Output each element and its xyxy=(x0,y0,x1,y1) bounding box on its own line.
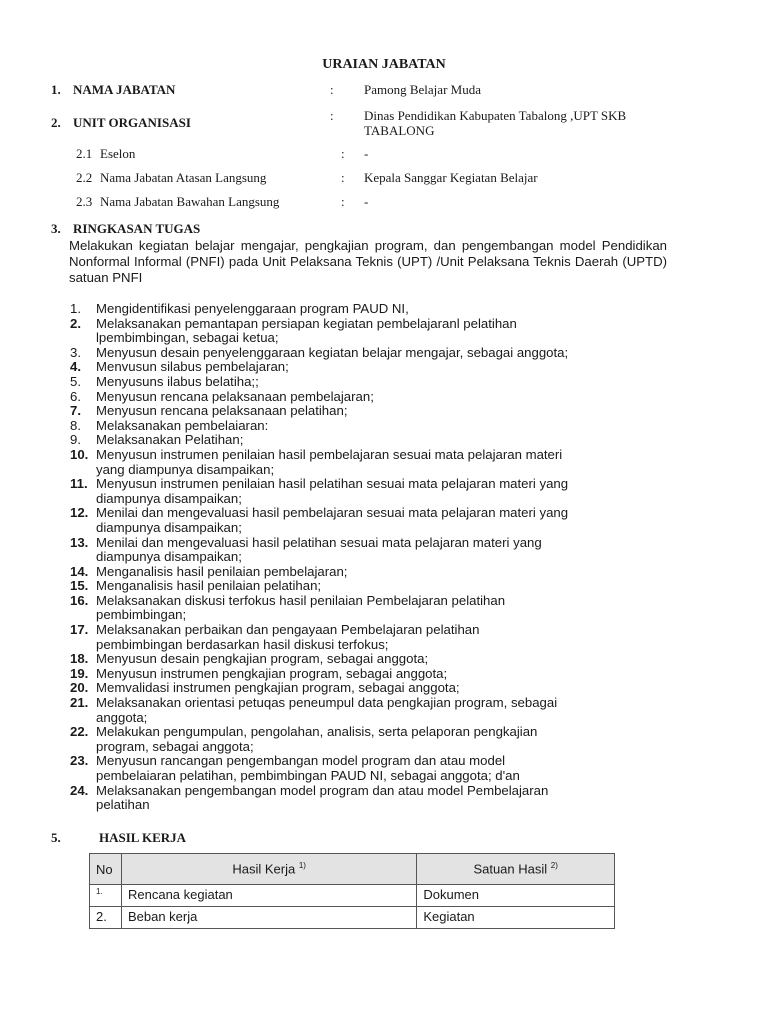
list-item-text: Menilai dan mengevaluasi hasil pelatihan sesuai mata pelajaran materi yang diampunya disampaikan; xyxy=(96,534,542,565)
list-item xyxy=(70,317,670,346)
list-item-text: Menyusun rancangan pengembangan model program dan atau model pembelaiaran pelatihan, pembimbingan PAUD NI, sebagai anggota; d'an xyxy=(96,753,520,783)
colon: : xyxy=(330,108,334,123)
list-item xyxy=(70,681,670,696)
field-label-atasan: Nama Jabatan Atasan Langsung xyxy=(100,170,267,185)
list-item xyxy=(70,477,670,506)
list-item-number: 21. xyxy=(70,695,89,711)
list-item xyxy=(70,579,670,594)
field-label-nama-jabatan: NAMA JABATAN xyxy=(73,82,176,97)
list-item xyxy=(70,652,670,667)
list-item-text: Menvusun silabus pembelajaran; xyxy=(96,359,289,375)
list-item xyxy=(70,696,670,725)
list-item-number: 17. xyxy=(70,622,89,638)
list-item-text: Menilai dan mengevaluasi hasil pembelajaran sesuai mata pelajaran materi yang diampunya disampaikan; xyxy=(96,505,569,535)
list-item xyxy=(70,390,670,405)
list-item-text: Mengidentifikasi penyelenggaraan program PAUD NI, xyxy=(96,301,409,316)
colon: : xyxy=(341,170,345,185)
colon: : xyxy=(341,146,345,161)
colon: : xyxy=(341,194,345,209)
list-item-text: Menganalisis hasil penilaian pelatihan; xyxy=(96,578,322,594)
list-item-number: 15. xyxy=(70,578,89,594)
list-item-number: 14. xyxy=(70,563,89,579)
field-value-unit-organisasi: Dinas Pendidikan Kabupaten Tabalong ,UPT SKB TABALONG xyxy=(364,108,627,138)
list-item xyxy=(70,375,670,390)
page-title: URAIAN JABATAN xyxy=(322,57,446,72)
table-row xyxy=(90,885,615,907)
list-item-number: 20. xyxy=(70,680,89,696)
list-item-number: 11. xyxy=(70,476,88,492)
list-item-text: Melaksanakan pengembangan model program dan atau model Pembelajaran pelatihan xyxy=(96,782,549,813)
section-heading-ringkasan: RINGKASAN TUGAS xyxy=(73,221,201,236)
task-list xyxy=(70,302,670,813)
cell-satuan: Dokumen xyxy=(417,885,615,907)
list-item xyxy=(70,536,670,565)
list-item-text: Melakukan pengumpulan, pengolahan, analisis, serta pelaporan pengkajian program, sebagai anggota; xyxy=(96,724,538,754)
list-item-text: Menyusun desain pengkajian program, sebagai anggota; xyxy=(96,651,429,667)
list-item-number: 8. xyxy=(70,417,81,433)
list-item-number: 18. xyxy=(70,651,89,667)
list-item-number: 13. xyxy=(70,534,89,550)
colon: : xyxy=(330,82,334,97)
cell-no: 1. xyxy=(90,885,122,907)
list-item-number: 12. xyxy=(70,505,89,521)
header-no: No xyxy=(90,854,122,885)
list-item-number: 6. xyxy=(70,388,81,404)
list-item-number: 10. xyxy=(70,446,89,462)
list-item-text: Menyusun instrumen penilaian hasil pembelajaran sesuai mata pelajaran materi yang diampunya disampaikan; xyxy=(96,446,563,477)
list-item xyxy=(70,506,670,535)
summary-paragraph: Melakukan kegiatan belajar mengajar, pengkajian program, dan pengembangan model Pendidikan Nonformal Informal (PNFI) pada Unit Pelaksana Teknis (UPT) /Unit Pelaksana Teknis Daerah (UPTD) satuan PNFI xyxy=(69,238,667,285)
list-item-number: 16. xyxy=(70,592,89,608)
section-heading-hasil: HASIL KERJA xyxy=(99,830,187,845)
list-item-text: Menyusun desain penyelenggaraan kegiatan belajar mengajar, sebagai anggota; xyxy=(96,344,569,360)
field-label-unit-organisasi: UNIT ORGANISASI xyxy=(73,115,191,130)
list-item-text: Menyusun rencana pelaksanaan pembelajaran; xyxy=(96,388,374,404)
section-number-ringkasan: 3. xyxy=(51,221,61,236)
list-item xyxy=(70,594,670,623)
field-value-atasan: Kepala Sanggar Kegiatan Belajar xyxy=(364,170,538,185)
field-number-unit-organisasi: 2. xyxy=(51,115,61,130)
list-item xyxy=(70,725,670,754)
list-item-number: 4. xyxy=(70,359,81,375)
field-label-eselon: Eselon xyxy=(100,146,136,161)
list-item-text: Melaksanakan Pelatihan; xyxy=(96,432,244,448)
list-item-number: 5. xyxy=(70,373,81,389)
list-item-text: Melaksanakan diskusi terfokus hasil penilaian Pembelajaran pelatihan pembimbingan; xyxy=(96,592,506,623)
field-number-atasan: 2.2 xyxy=(76,170,93,185)
field-value-bawahan: - xyxy=(364,194,369,209)
list-item-text: Menyusun instrumen pengkajian program, sebagai anggota; xyxy=(96,665,448,681)
list-item-text: Menyusun rencana pelaksanaan pelatihan; xyxy=(96,403,348,419)
cell-satuan: Kegiatan xyxy=(417,907,615,929)
list-item xyxy=(70,784,670,813)
field-label-bawahan: Nama Jabatan Bawahan Langsung xyxy=(100,194,280,209)
list-item-text: Melaksanakan pembelaiaran: xyxy=(96,417,269,433)
field-value-nama-jabatan: Pamong Belajar Muda xyxy=(364,82,481,97)
list-item-number: 23. xyxy=(70,753,89,769)
list-item-text: Menyusun instrumen penilaian hasil pelatihan sesuai mata pelajaran materi yang diampunya disampaikan; xyxy=(96,476,569,506)
list-item xyxy=(70,754,670,783)
cell-no: 2. xyxy=(90,907,122,929)
hasil-kerja-table xyxy=(89,853,615,929)
cell-hasil: Rencana kegiatan xyxy=(121,885,416,907)
list-item-number: 7. xyxy=(70,403,81,419)
list-item-number: 1. xyxy=(70,301,81,316)
header-satuan-hasil: Satuan Hasil $^{2)}$ xyxy=(417,854,615,885)
list-item xyxy=(70,360,670,375)
list-item xyxy=(70,419,670,434)
list-item-number: 3. xyxy=(70,344,81,360)
list-item-text: Menganalisis hasil penilaian pembelajaran; xyxy=(96,563,348,579)
field-value-eselon: - xyxy=(364,146,369,161)
cell-hasil: Beban kerja xyxy=(121,907,416,929)
list-item-number: 19. xyxy=(70,665,89,681)
header-hasil-kerja: Hasil Kerja $^{1)}$ xyxy=(121,854,416,885)
list-item xyxy=(70,346,670,361)
list-item-number: 22. xyxy=(70,724,89,740)
field-number-nama-jabatan: 1. xyxy=(51,82,61,97)
list-item xyxy=(70,448,670,477)
table-row xyxy=(90,907,615,929)
list-item-number: 24. xyxy=(70,782,89,798)
list-item-number: 2. xyxy=(70,315,81,331)
list-item-text: Melaksanakan orientasi petuqas peneumpul data pengkajian program, sebagai anggota; xyxy=(96,695,558,725)
list-item-text: Menyusuns ilabus belatiha;; xyxy=(96,373,259,389)
field-number-bawahan: 2.3 xyxy=(76,194,93,209)
list-item-text: Memvalidasi instrumen pengkajian program, sebagai anggota; xyxy=(96,680,460,696)
field-number-eselon: 2.1 xyxy=(76,146,93,161)
table-header-row xyxy=(90,854,615,885)
list-item-text: Melaksanakan perbaikan dan pengayaan Pembelajaran pelatihan pembimbingan berdasarkan hasil diskusi terfokus; xyxy=(96,622,480,652)
section-number-hasil: 5. xyxy=(51,830,61,845)
list-item xyxy=(70,623,670,652)
list-item xyxy=(70,565,670,580)
list-item xyxy=(70,433,670,448)
list-item xyxy=(70,404,670,419)
list-item-text: Melaksanakan pemantapan persiapan kegiatan pembelajaranl pelatihan lpembimbingan, sebagai ketua; xyxy=(96,315,517,346)
list-item xyxy=(70,667,670,682)
list-item-number: 9. xyxy=(70,432,81,448)
list-item xyxy=(70,302,670,317)
